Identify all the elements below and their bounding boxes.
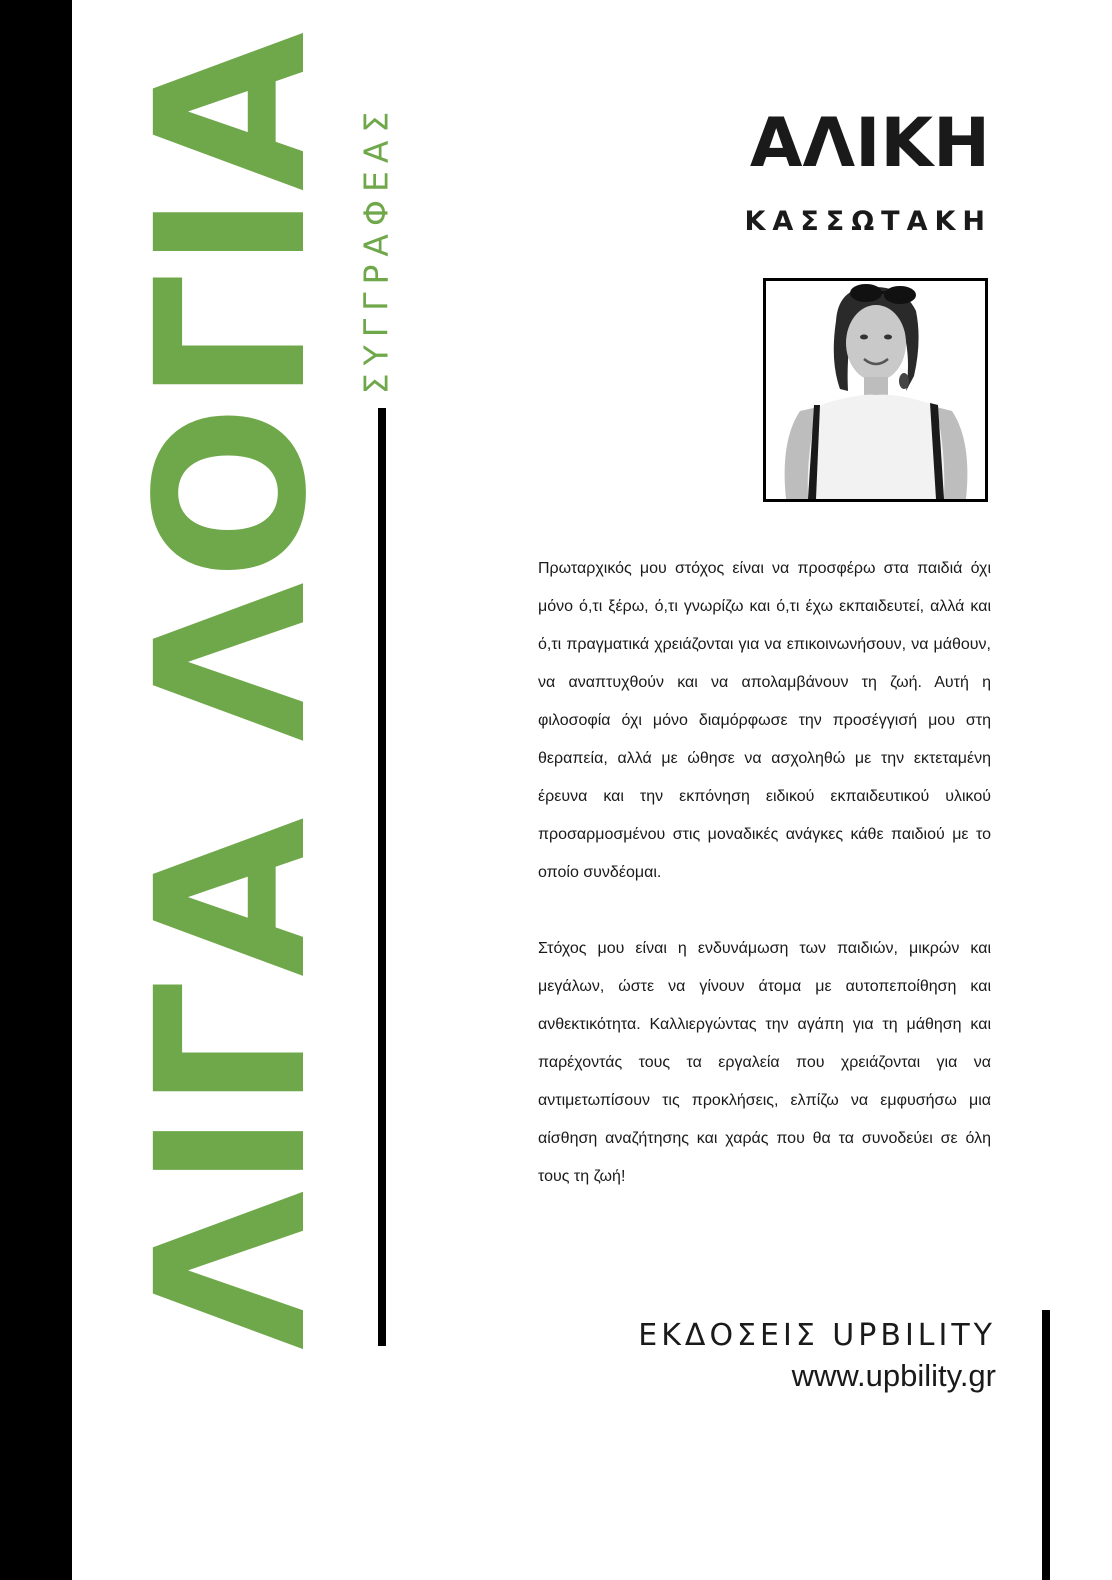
publisher-block: [638, 1316, 996, 1396]
author-photo-image: [766, 281, 985, 499]
bio-paragraph-1: Πρωταρχικός μου στόχος είναι να προσφέρω στα παιδιά όχι μόνο ό,τι ξέρω, ό,τι γνωρίζω και ό,τι έχω εκπαιδευτεί, αλλά και ό,τι πραγματικά χρειάζονται για να επικοινωνήσουν, να μάθουν, να αναπτυχθούν και να απολαμβάνουν τη ζωή. Αυτή η φιλοσοφία όχι μόνο διαμόρφωσε την προσέγγισή μου στη θεραπεία, αλλά με ώθησε να ασχοληθώ με την εκτεταμένη έρευνα και την εκπόνηση ειδικού εκπαιδευτικού υλικού προσαρμοσμένου στις μοναδικές ανάγκες κάθε παιδιού με το οποίο συνδέομαι.: [538, 560, 991, 881]
publisher-url-link[interactable]: www.upbility.gr: [791, 1358, 996, 1393]
author-last-name: ΚΑΣΣΩΤΑΚΗ: [744, 206, 992, 237]
left-black-band: [0, 0, 72, 1580]
author-first-name: ΑΛΙΚΗ: [749, 104, 990, 183]
bottom-right-divider: [1042, 1310, 1050, 1580]
vertical-divider: [378, 408, 386, 1346]
author-bio: [538, 550, 991, 1234]
page-title: ΛΙΓΑ ΛΟΓΙΑ: [112, 29, 352, 1351]
section-label: ΣΥΓΓΡΑΦΕΑΣ: [356, 103, 396, 395]
bio-paragraph-2: Στόχος μου είναι η ενδυνάμωση των παιδιών, μικρών και μεγάλων, ώστε να γίνουν άτομα με αυτοπεποίθηση και ανθεκτικότητα. Καλλιεργώντας την αγάπη για τη μάθηση και παρέχοντάς τους τα εργαλεία που χρειάζονται για να αντιμετωπίσουν τις προκλήσεις, ελπίζω να εμφυσήσω μια αίσθηση αναζήτησης και χαράς που θα τα συνοδεύει σε όλη τους τη ζωή!: [538, 940, 991, 1185]
publisher-name: ΕΚΔΟΣΕΙΣ UPBILITY: [638, 1318, 996, 1353]
author-photo: [763, 278, 988, 502]
